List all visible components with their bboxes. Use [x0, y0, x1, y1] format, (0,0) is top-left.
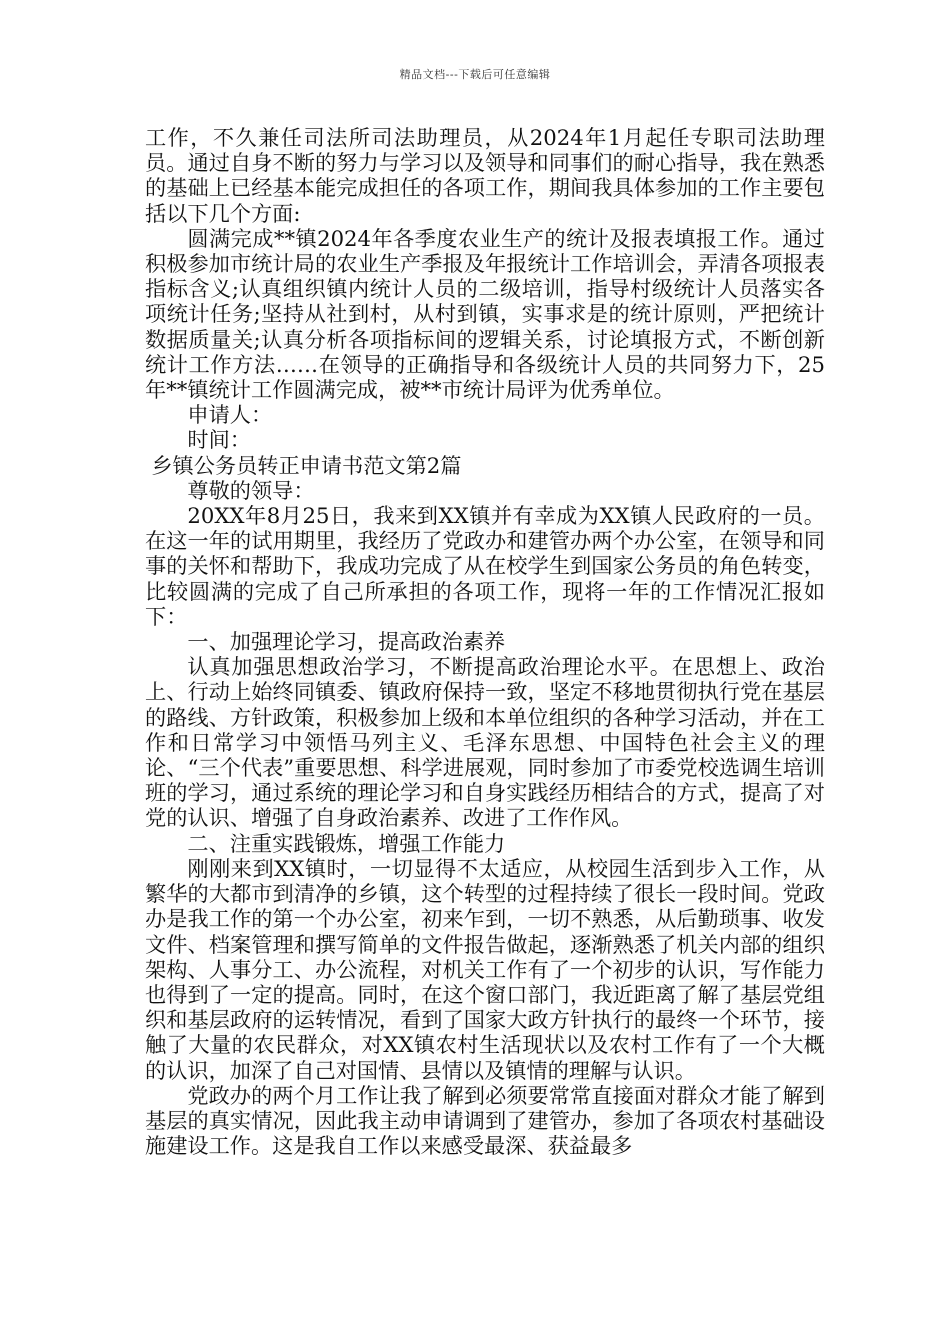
salutation: 尊敬的领导： [187, 477, 315, 503]
paragraph-theory-study: 认真加强思想政治学习，不断提高政治理论水平。在思想上、政治上、行动上始终同镇委、镇政府保持一致，坚定不移地贯彻执行党在基层的路线、方针政策，积极参加上级和本单位组织的各种学习活动，并在工作和日常学习中领悟马列主义、毛泽东思想、中国特色社会主义的理论、“三个代表”重要思想、科学进展观，同时参加了市委党校选调生培训班的学习，通过系统的理论学习和自身实践经历相结合的方式，提高了对党的认识、增强了自身政治素养、改进了工作作风。 [145, 654, 825, 831]
paragraph-construction-office: 党政办的两个月工作让我了解到必须要常常直接面对群众才能了解到基层的真实情况，因此我主动申请调到了建管办，参加了各项农村基础设施建设工作。这是我自工作以来感受最深、获益最多 [145, 1082, 825, 1159]
paragraph-statistics-work: 圆满完成**镇2024年各季度农业生产的统计及报表填报工作。通过积极参加市统计局的农业生产季报及年报统计工作培训会，弄清各项报表指标含义;认真组织镇内统计人员的二级培训，指导村级统计人员落实各项统计任务;坚持从社到村，从村到镇，实事求是的统计原则，严把统计数据质量关;认真分析各项指标间的逻辑关系，讨论填报方式，不断创新统计工作方法……在领导的正确指导和各级统计人员的共同努力下，25年**镇统计工作圆满完成，被**市统计局评为优秀单位。 [145, 225, 825, 403]
paragraph-continuation: 工作，不久兼任司法所司法助理员，从2024年1月起任专职司法助理员。通过自身不断的努力与学习以及领导和同事们的耐心指导，我在熟悉的基础上已经基本能完成担任的各项工作，期间我具体参加的工作主要包括以下几个方面: [145, 125, 825, 226]
heading-practice: 二、注重实践锻炼，增强工作能力 [187, 830, 506, 856]
document-body [145, 125, 825, 1158]
page-header: 精品文档---下载后可任意编辑 [399, 68, 551, 81]
section-title: 乡镇公务员转正申请书范文第2篇 [151, 452, 462, 478]
date-line: 时间： [187, 427, 251, 453]
heading-theory-study: 一、加强理论学习，提高政治素养 [187, 629, 506, 655]
applicant-line: 申请人： [187, 402, 273, 428]
paragraph-intro: 20XX年8月25日，我来到XX镇并有幸成为XX镇人民政府的一员。在这一年的试用期里，我经历了党政办和建管办两个办公室，在领导和同事的关怀和帮助下，我成功完成了从在校学生到国家公务员的角色转变，比较圆满的完成了自己所承担的各项工作，现将一年的工作情况汇报如下： [145, 503, 825, 629]
paragraph-practice: 刚刚来到XX镇时，一切显得不太适应，从校园生活到步入工作，从繁华的大都市到清净的乡镇，这个转型的过程持续了很长一段时间。党政办是我工作的第一个办公室，初来乍到，一切不熟悉，从后勤琐事、收发文件、档案管理和撰写简单的文件报告做起，逐渐熟悉了机关内部的组织架构、人事分工、办公流程，对机关工作有了一个初步的认识，写作能力也得到了一定的提高。同时，在这个窗口部门，我近距离了解了基层党组织和基层政府的运转情况，看到了国家大政方针执行的最终一个环节，接触了大量的农民群众，对XX镇农村生活现状以及农村工作有了一个大概的认识，加深了自己对国情、县情以及镇情的理解与认识。 [145, 855, 825, 1083]
